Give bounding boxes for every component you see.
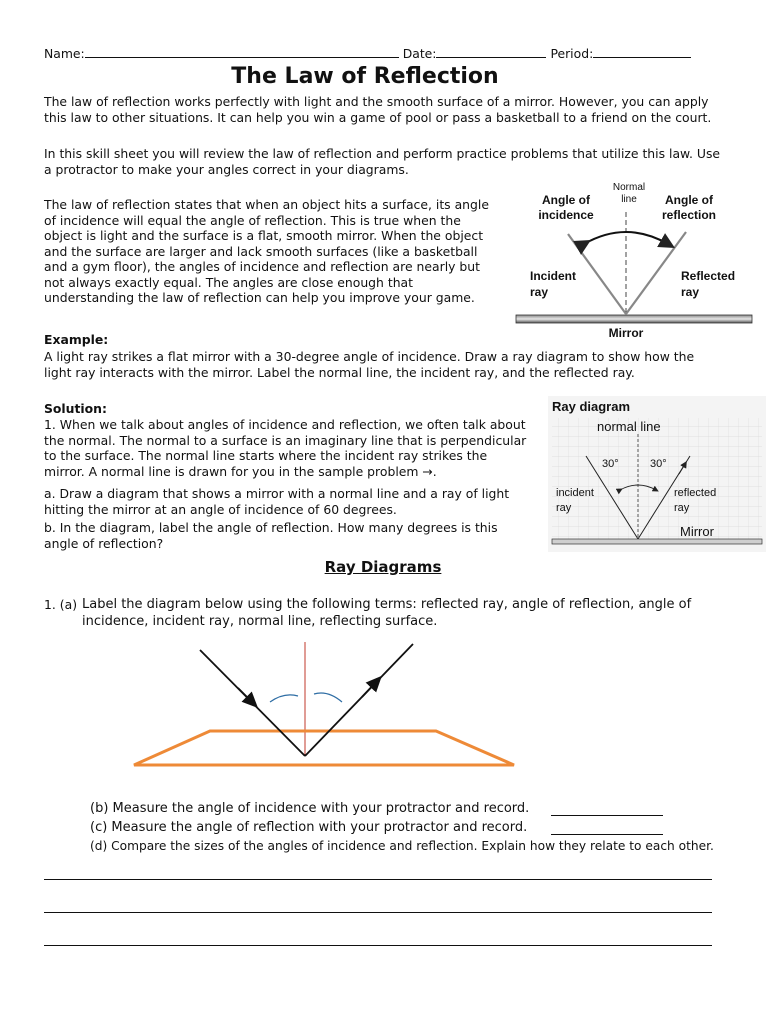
date-label: Date:: [402, 46, 437, 61]
name-label: Name:: [44, 46, 85, 61]
answer-line-2[interactable]: [44, 912, 712, 913]
solution-heading: Solution:: [44, 401, 107, 416]
sample-normal-line-label: normal line: [597, 419, 661, 434]
header: [44, 46, 724, 61]
section-heading: Ray Diagrams: [324, 558, 442, 576]
name-field[interactable]: [85, 46, 399, 58]
sample-incident-label: incident ray: [556, 487, 594, 514]
angle-of-incidence-label: Angle of incidence: [538, 193, 594, 222]
sample-reflected-label: reflected ray: [674, 487, 717, 514]
question-1a: Label the diagram below using the following terms: reflected ray, angle of reflection, angle of incidence, incident ray, normal line, reflecting surface.: [82, 597, 692, 629]
angle-of-reflection-label: Angle of reflection: [661, 193, 716, 222]
intro-paragraph-2: In this skill sheet you will review the law of reflection and perform practice problems that utilize this law. Use a protractor to make your angles correct in your diagrams.: [44, 146, 721, 177]
question-1c: (c) Measure the angle of reflection with your protractor and record.: [90, 820, 528, 835]
period-label: Period:: [550, 46, 594, 61]
question-diagram: [120, 632, 540, 782]
mirror-label: Mirror: [608, 326, 644, 340]
answer-line-1[interactable]: [44, 879, 712, 880]
answer-1c-line[interactable]: [551, 834, 663, 835]
normal-line-label: Normal line: [612, 182, 646, 205]
date-field[interactable]: [436, 46, 546, 58]
sample-angle-right-label: 30°: [650, 458, 667, 470]
answer-line-3[interactable]: [44, 945, 712, 946]
sample-mirror-label: Mirror: [680, 524, 714, 539]
mirror-surface: [516, 315, 752, 323]
sample-mirror: [552, 539, 762, 544]
reflected-ray-label: Reflected ray: [681, 269, 736, 299]
question-1a-number: 1. (a): [44, 597, 78, 612]
solution-item-b: b. In the diagram, label the angle of reflection. How many degrees is this angle of reflection?: [44, 520, 498, 551]
period-field[interactable]: [593, 46, 691, 58]
reflected-ray-line: [626, 232, 686, 314]
sample-angle-left-label: 30°: [602, 458, 619, 470]
example-text: A light ray strikes a flat mirror with a 30-degree angle of incidence. Draw a ray diagram to show how the light ray interacts with the mirror. Label the normal line, the incident ray, and the reflected ray.: [44, 349, 695, 380]
example-heading: Example:: [44, 332, 109, 347]
question-reflected-ray: [305, 644, 413, 756]
solution-item-1: 1. When we talk about angles of incidence and reflection, we often talk about the normal. The normal to a surface is an imaginary line that is perpendicular to the surface. The normal line starts where the incident ray strikes the mirror. A normal line is drawn for you in the sample problem →.: [44, 417, 527, 479]
ray-diagram-grid: [552, 418, 762, 544]
question-1d: (d) Compare the sizes of the angles of incidence and reflection. Explain how they relate to each other.: [90, 839, 714, 853]
intro-paragraph-3: The law of reflection states that when an object hits a surface, its angle of incidence will equal the angle of reflection. This is true when the object is light and the surface is a flat, smooth mirror. When the object and the surface are larger and lack smooth surfaces (like a basketball and a gym floor), the angles of incidence and reflection are nearly but not always exactly equal. The angles are close enough that understanding the law of reflection can help you improve your game.: [44, 197, 489, 305]
question-reflection-arc: [314, 693, 342, 702]
page-title: The Law of Reflection: [231, 64, 499, 89]
solution-item-a: a. Draw a diagram that shows a mirror with a normal line and a ray of light hitting the mirror at an angle of incidence of 60 degrees.: [44, 486, 510, 517]
question-1b: (b) Measure the angle of incidence with your protractor and record.: [90, 801, 530, 816]
intro-paragraph-1: The law of reflection works perfectly with light and the smooth surface of a mirror. However, you can apply this law to other situations. It can help you win a game of pool or pass a basketball to a friend on the court.: [44, 94, 712, 125]
ray-diagram-title: Ray diagram: [552, 399, 631, 414]
question-incidence-arc: [270, 695, 298, 702]
answer-1b-line[interactable]: [551, 815, 663, 816]
incident-ray-label: Incident ray: [530, 269, 577, 299]
